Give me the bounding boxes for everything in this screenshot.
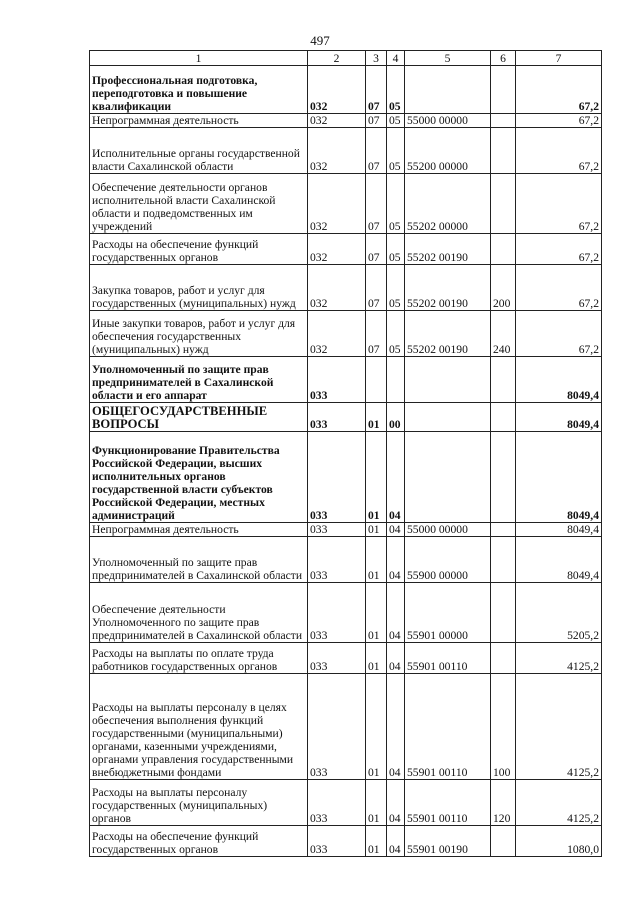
cell-section: 01	[366, 643, 387, 674]
column-header: 2	[308, 51, 366, 66]
cell-subsection: 05	[387, 66, 405, 114]
cell-expense-type	[491, 128, 516, 174]
cell-code: 032	[308, 114, 366, 128]
row-name: Расходы на выплаты персоналу в целях обеспечения выполнения функций государственными (муниципальными) органами, казенными учреждениями, органами управления государственными внебюджетными фондами	[90, 674, 308, 780]
column-header: 6	[491, 51, 516, 66]
table-row	[90, 643, 602, 674]
cell-expense-type: 240	[491, 311, 516, 357]
cell-code: 032	[308, 311, 366, 357]
cell-amount: 8049,4	[516, 432, 602, 523]
row-name: Обеспечение деятельности органов исполнительной власти Сахалинской области и подведомственных им учреждений	[90, 174, 308, 234]
cell-subsection: 04	[387, 643, 405, 674]
cell-amount: 1080,0	[516, 826, 602, 857]
table-row	[90, 234, 602, 265]
cell-section: 01	[366, 674, 387, 780]
row-name: Уполномоченный по защите прав предпринимателей в Сахалинской области и его аппарат	[90, 357, 308, 403]
cell-expense-type	[491, 643, 516, 674]
cell-subsection: 05	[387, 234, 405, 265]
page-number: 497	[310, 33, 330, 48]
cell-subsection: 04	[387, 523, 405, 537]
table-row	[90, 432, 602, 523]
column-header: 7	[516, 51, 602, 66]
table-row	[90, 403, 602, 432]
cell-expense-type	[491, 357, 516, 403]
table-body	[90, 51, 602, 857]
row-name: Непрограммная деятельность	[90, 523, 308, 537]
cell-expense-type	[491, 174, 516, 234]
cell-code: 033	[308, 826, 366, 857]
cell-section: 01	[366, 583, 387, 643]
cell-amount: 4125,2	[516, 674, 602, 780]
cell-target-article: 55901 00110	[405, 643, 491, 674]
cell-section: 07	[366, 114, 387, 128]
cell-expense-type	[491, 523, 516, 537]
cell-code: 032	[308, 234, 366, 265]
cell-target-article: 55202 00190	[405, 311, 491, 357]
table-header-row	[90, 51, 602, 66]
cell-subsection	[387, 357, 405, 403]
row-name: Расходы на выплаты по оплате труда работников государственных органов	[90, 643, 308, 674]
row-name: Иные закупки товаров, работ и услуг для обеспечения государственных (муниципальных) нужд	[90, 311, 308, 357]
table-row	[90, 114, 602, 128]
cell-subsection: 00	[387, 403, 405, 432]
cell-code: 033	[308, 537, 366, 583]
cell-amount: 67,2	[516, 114, 602, 128]
table-row	[90, 265, 602, 311]
cell-subsection: 04	[387, 537, 405, 583]
cell-subsection: 04	[387, 583, 405, 643]
cell-amount: 67,2	[516, 311, 602, 357]
column-header: 4	[387, 51, 405, 66]
cell-section: 01	[366, 537, 387, 583]
cell-code: 033	[308, 643, 366, 674]
cell-section: 07	[366, 234, 387, 265]
cell-section: 01	[366, 432, 387, 523]
cell-target-article: 55901 00000	[405, 583, 491, 643]
row-name: ОБЩЕГОСУДАРСТВЕННЫЕ ВОПРОСЫ	[90, 403, 308, 432]
cell-expense-type	[491, 826, 516, 857]
cell-expense-type	[491, 114, 516, 128]
cell-section: 07	[366, 174, 387, 234]
cell-expense-type: 100	[491, 674, 516, 780]
cell-amount: 8049,4	[516, 537, 602, 583]
cell-amount: 8049,4	[516, 357, 602, 403]
table-row	[90, 523, 602, 537]
cell-subsection: 04	[387, 432, 405, 523]
cell-subsection: 05	[387, 265, 405, 311]
row-name: Исполнительные органы государственной власти Сахалинской области	[90, 128, 308, 174]
row-name: Обеспечение деятельности Уполномоченного по защите прав предпринимателей в Сахалинской области	[90, 583, 308, 643]
cell-code: 033	[308, 357, 366, 403]
cell-code: 033	[308, 583, 366, 643]
cell-section: 01	[366, 780, 387, 826]
cell-target-article: 55901 00110	[405, 780, 491, 826]
cell-amount: 67,2	[516, 174, 602, 234]
table-row	[90, 357, 602, 403]
cell-expense-type	[491, 537, 516, 583]
cell-subsection: 04	[387, 826, 405, 857]
cell-section: 01	[366, 826, 387, 857]
cell-expense-type	[491, 432, 516, 523]
cell-section: 07	[366, 265, 387, 311]
cell-code: 033	[308, 432, 366, 523]
cell-amount: 67,2	[516, 66, 602, 114]
cell-code: 033	[308, 523, 366, 537]
cell-amount: 8049,4	[516, 403, 602, 432]
table-row	[90, 537, 602, 583]
cell-code: 032	[308, 128, 366, 174]
cell-subsection: 04	[387, 780, 405, 826]
cell-target-article	[405, 432, 491, 523]
cell-subsection: 05	[387, 128, 405, 174]
row-name: Расходы на выплаты персоналу государственных (муниципальных) органов	[90, 780, 308, 826]
cell-expense-type	[491, 66, 516, 114]
table-row	[90, 174, 602, 234]
cell-target-article	[405, 403, 491, 432]
cell-section: 01	[366, 403, 387, 432]
row-name: Расходы на обеспечение функций государственных органов	[90, 826, 308, 857]
cell-expense-type	[491, 403, 516, 432]
cell-code: 033	[308, 674, 366, 780]
table-row	[90, 128, 602, 174]
cell-code: 032	[308, 66, 366, 114]
cell-target-article	[405, 357, 491, 403]
cell-code: 033	[308, 780, 366, 826]
column-header: 3	[366, 51, 387, 66]
cell-amount: 5205,2	[516, 583, 602, 643]
table-row	[90, 674, 602, 780]
cell-amount: 4125,2	[516, 780, 602, 826]
cell-amount: 67,2	[516, 265, 602, 311]
cell-expense-type: 200	[491, 265, 516, 311]
cell-target-article: 55202 00190	[405, 265, 491, 311]
cell-target-article: 55901 00110	[405, 674, 491, 780]
cell-target-article: 55202 00000	[405, 174, 491, 234]
table-row	[90, 780, 602, 826]
cell-amount: 67,2	[516, 234, 602, 265]
cell-target-article: 55901 00190	[405, 826, 491, 857]
cell-amount: 67,2	[516, 128, 602, 174]
cell-code: 032	[308, 174, 366, 234]
row-name: Функционирование Правительства Российской Федерации, высших исполнительных органов государственной власти субъектов Российской Федерации, местных администраций	[90, 432, 308, 523]
column-header: 1	[90, 51, 308, 66]
table-row	[90, 311, 602, 357]
table-row	[90, 583, 602, 643]
row-name: Расходы на обеспечение функций государственных органов	[90, 234, 308, 265]
cell-section: 07	[366, 128, 387, 174]
cell-target-article: 55200 00000	[405, 128, 491, 174]
row-name: Закупка товаров, работ и услуг для государственных (муниципальных) нужд	[90, 265, 308, 311]
cell-expense-type	[491, 234, 516, 265]
cell-subsection: 05	[387, 311, 405, 357]
cell-target-article: 55000 00000	[405, 523, 491, 537]
cell-subsection: 04	[387, 674, 405, 780]
cell-section: 07	[366, 66, 387, 114]
row-name: Профессиональная подготовка, переподготовка и повышение квалификации	[90, 66, 308, 114]
cell-code: 032	[308, 265, 366, 311]
cell-target-article: 55000 00000	[405, 114, 491, 128]
cell-amount: 8049,4	[516, 523, 602, 537]
table-row	[90, 66, 602, 114]
cell-target-article	[405, 66, 491, 114]
cell-section: 01	[366, 523, 387, 537]
cell-target-article: 55900 00000	[405, 537, 491, 583]
budget-table	[89, 50, 602, 857]
row-name: Непрограммная деятельность	[90, 114, 308, 128]
row-name: Уполномоченный по защите прав предпринимателей в Сахалинской области	[90, 537, 308, 583]
cell-target-article: 55202 00190	[405, 234, 491, 265]
cell-subsection: 05	[387, 114, 405, 128]
cell-expense-type	[491, 583, 516, 643]
cell-code: 033	[308, 403, 366, 432]
column-header: 5	[405, 51, 491, 66]
cell-section: 07	[366, 311, 387, 357]
cell-section	[366, 357, 387, 403]
cell-amount: 4125,2	[516, 643, 602, 674]
cell-subsection: 05	[387, 174, 405, 234]
table-row	[90, 826, 602, 857]
cell-expense-type: 120	[491, 780, 516, 826]
